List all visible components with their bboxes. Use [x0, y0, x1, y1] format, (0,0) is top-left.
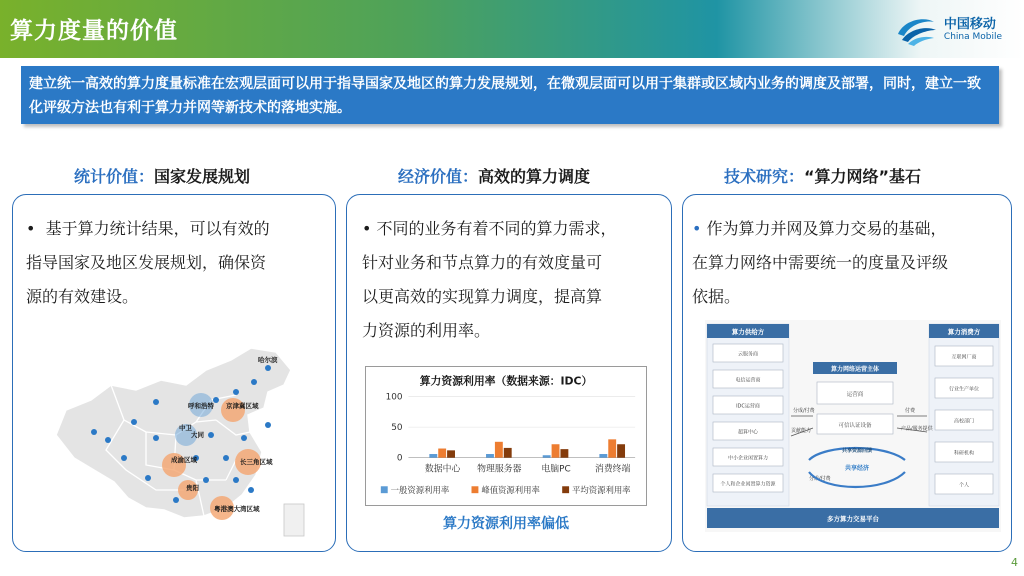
map-city-dot	[145, 475, 151, 481]
text-line: 依据。	[692, 287, 741, 306]
map-city-dot	[233, 477, 239, 483]
chart-legend-swatch	[472, 486, 479, 493]
text-line: 以更高效的实现算力调度，提高算	[362, 287, 603, 306]
demand-title: 算力消费方	[947, 328, 981, 336]
heading-rest: “算力网络”基石	[804, 167, 922, 186]
page-number: 4	[1011, 556, 1018, 569]
chart-legend-swatch	[562, 486, 569, 493]
computing-network-diagram	[705, 320, 1001, 532]
demand-item-label: 互联网厂商	[951, 354, 977, 361]
chart-legend-label: 一般资源利用率	[390, 485, 450, 496]
china-mobile-logo-icon	[894, 12, 938, 48]
chart-bar	[560, 449, 568, 458]
text-line: 源的有效建设。	[26, 287, 139, 306]
chart-bar	[617, 444, 625, 457]
chart-bar	[486, 454, 494, 458]
chart-bar	[495, 442, 503, 458]
chart-ytick-label: 0	[396, 453, 403, 464]
logo-text-en: China Mobile	[943, 31, 1002, 42]
chart-bar	[543, 455, 551, 457]
chart-bar	[608, 439, 616, 457]
platform-label: 多方算力交易平台	[827, 515, 879, 523]
map-label: 呼和浩特	[188, 402, 214, 410]
map-city-dot	[131, 419, 137, 425]
map-city-dot	[248, 487, 254, 493]
map-label: 长三角区域	[240, 458, 273, 466]
supply-title: 算力供给方	[731, 328, 765, 336]
ops-title: 算力网络运营主体	[830, 366, 880, 373]
text-line: 指导国家及地区发展规划，确保资	[26, 253, 267, 272]
map-city-dot	[91, 429, 97, 435]
map-city-dot	[153, 399, 159, 405]
map-city-dot	[265, 365, 271, 371]
chart-ytick-label: 50	[391, 423, 403, 434]
text-line: • 基于算力统计结果，可以有效的	[26, 219, 270, 238]
text-line: 在算力网络中需要统一的度量及评级	[692, 253, 949, 272]
chart-legend-label: 峰值资源利用率	[481, 485, 540, 496]
column-heading-research	[724, 164, 921, 187]
logo-text-cn: 中国移动	[943, 16, 996, 32]
heading-rest: 国家发展规划	[154, 167, 251, 186]
map-label: 贵阳	[186, 484, 199, 492]
summary-banner: 建立统一高效的算力度量标准在宏观层面可以用于指导国家及地区的算力发展规划，在微观层面可以用于集群或区域内业务的调度及部署，同时，建立一致化评级方法也有利于算力并网等新技术的落地实施。	[21, 66, 999, 124]
chart-caption: 算力资源利用率偏低	[443, 516, 569, 532]
map-city-dot	[121, 455, 127, 461]
supply-item-label: IDC运营商	[736, 403, 760, 410]
demand-item-label: 科研机构	[953, 450, 975, 457]
chart-ytick-label: 100	[385, 392, 403, 403]
demand-item-label: 个人	[958, 482, 970, 489]
ops-item-label: 运营商	[846, 392, 864, 398]
map-city-dot	[233, 389, 239, 395]
chart-legend-swatch	[381, 486, 388, 493]
map-city-dot	[241, 435, 247, 441]
arrow-label: 贡献能力	[791, 428, 812, 434]
map-label: 成渝区域	[171, 456, 197, 464]
bullet: •	[692, 219, 702, 238]
map-city-dot	[223, 455, 229, 461]
map-label: 大同	[191, 431, 204, 439]
column-heading-economy	[398, 164, 590, 187]
chart-bar	[599, 454, 607, 458]
map-city-dot	[208, 432, 214, 438]
chart-bar	[429, 454, 437, 458]
ops-item-label: 可信认证设备	[838, 423, 872, 429]
chart-category-label: 消费终端	[594, 464, 631, 475]
supply-item-label: 个人和企业闲置算力资源	[720, 481, 776, 488]
card-text-economy	[362, 212, 668, 348]
text-line: • 作为算力并网及算力交易的基础，	[692, 219, 947, 238]
map-label: 中卫	[179, 424, 192, 432]
china-computing-map	[36, 340, 316, 540]
chart-category-label: 物理服务器	[477, 464, 522, 475]
card-text-statistics	[26, 212, 330, 314]
shared-economy-label: 共享经济	[844, 465, 870, 472]
map-city-dot	[265, 422, 271, 428]
shared-label: 共享资源回馈	[841, 448, 873, 454]
map-city-dot	[105, 437, 111, 443]
text-line: 力资源的利用率。	[362, 321, 491, 340]
map-city-dot	[251, 379, 257, 385]
chart-category-label: 数据中心	[424, 464, 461, 475]
supply-item-label: 中小企业闲置算力	[727, 455, 769, 462]
map-south-sea-inset	[284, 504, 304, 536]
chart-bar	[438, 449, 446, 458]
map-label: 哈尔滨	[258, 356, 278, 364]
title-bar	[0, 0, 1024, 58]
arrow-label: 分成/付费	[809, 476, 831, 482]
slide-title: 算力度量的价值	[10, 18, 178, 44]
supply-item-label: 电信运营商	[735, 377, 761, 384]
map-label: 粤港澳大湾区域	[214, 505, 260, 513]
chart-category-label: 电脑PC	[541, 464, 571, 475]
chart-bar	[447, 450, 455, 457]
text-line: • 不同的业务有着不同的算力需求，	[362, 219, 617, 238]
map-city-dot	[153, 435, 159, 441]
supply-item-label: 超算中心	[737, 429, 759, 436]
heading-rest: 高效的算力调度	[478, 167, 591, 186]
bullet: •	[362, 219, 372, 238]
heading-accent: 技术研究：	[724, 167, 805, 186]
supply-item-label: 云服务商	[737, 351, 759, 358]
map-label: 京津冀区域	[226, 402, 259, 410]
card-text-research	[692, 212, 1008, 314]
column-heading-statistics	[74, 164, 250, 187]
chart-legend-label: 平均资源利用率	[572, 485, 631, 496]
map-city-dot	[203, 477, 209, 483]
heading-accent: 统计价值：	[74, 167, 155, 186]
text-line: 针对业务和节点算力的有效度量可	[362, 253, 603, 272]
chart-title: 算力资源利用率（数据来源：IDC）	[419, 374, 593, 388]
heading-accent: 经济价值：	[398, 167, 479, 186]
demand-item-label: 行业生产单位	[948, 386, 980, 393]
arrow-label: 付费	[905, 408, 916, 414]
china-mobile-logo	[894, 12, 1002, 48]
arrow-label: 产品/服务提供	[901, 426, 933, 432]
bullet: •	[26, 219, 36, 238]
map-city-dot	[173, 497, 179, 503]
chart-bar	[504, 448, 512, 458]
arrow-label: 分成/付费	[793, 408, 815, 414]
demand-item-label: 高校部门	[953, 418, 975, 425]
utilization-bar-chart	[365, 366, 647, 506]
chart-bar	[552, 444, 560, 457]
